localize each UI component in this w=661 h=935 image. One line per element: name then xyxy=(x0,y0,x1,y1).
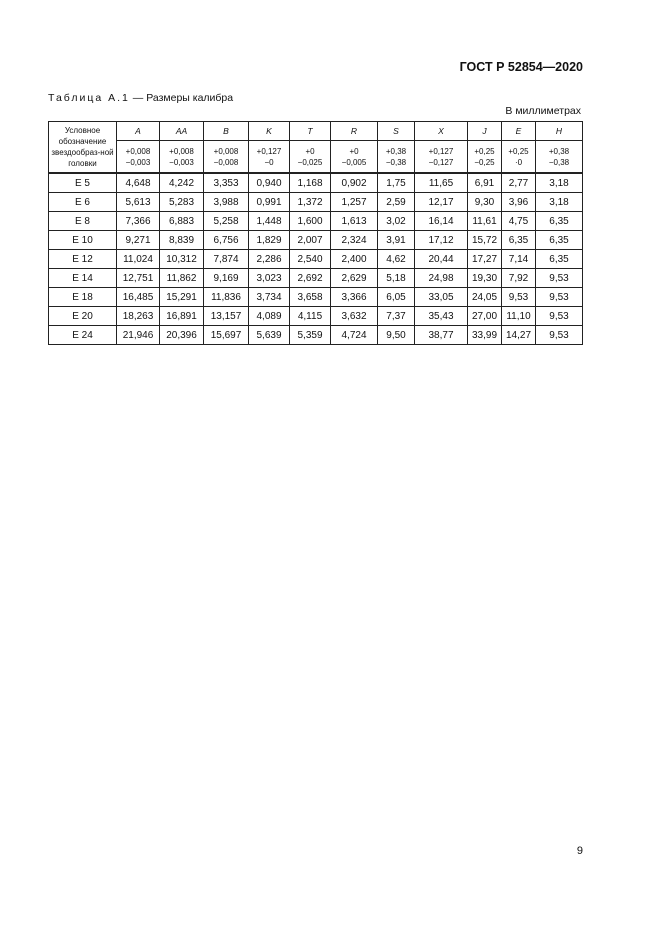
table-cell: 12,17 xyxy=(415,193,468,212)
table-row xyxy=(49,288,583,307)
table-cell: 7,92 xyxy=(502,269,536,288)
table-cell: 6,35 xyxy=(536,250,583,269)
table-row xyxy=(49,250,583,269)
tolerance-upper: +0,38 xyxy=(385,146,407,156)
table-cell: 8,839 xyxy=(160,231,204,250)
table-cell: 6,35 xyxy=(536,231,583,250)
table-cell: 6,35 xyxy=(536,212,583,231)
table-cell: 7,874 xyxy=(204,250,249,269)
table-cell: 1,600 xyxy=(290,212,331,231)
column-header: J xyxy=(468,122,502,141)
column-header: R xyxy=(331,122,378,141)
row-designation: E 8 xyxy=(49,212,117,231)
table-cell: 15,72 xyxy=(468,231,502,250)
table-cell: 5,258 xyxy=(204,212,249,231)
table-row xyxy=(49,193,583,212)
table-cell: 3,734 xyxy=(249,288,290,307)
table-cell: 4,242 xyxy=(160,173,204,193)
table-cell: 3,658 xyxy=(290,288,331,307)
column-header: A xyxy=(117,122,160,141)
table-cell: 9,53 xyxy=(536,326,583,345)
tolerance-lower: −0 xyxy=(264,157,274,167)
table-cell: 3,18 xyxy=(536,173,583,193)
tolerance-lower: −0,38 xyxy=(548,157,570,167)
table-cell: 2,692 xyxy=(290,269,331,288)
table-cell: 20,396 xyxy=(160,326,204,345)
row-designation: E 18 xyxy=(49,288,117,307)
table-cell: 7,14 xyxy=(502,250,536,269)
tolerance-upper: +0,25 xyxy=(474,146,495,156)
tolerance-lower: −0,008 xyxy=(213,157,239,167)
table-cell: 7,37 xyxy=(378,307,415,326)
table-cell: 12,751 xyxy=(117,269,160,288)
table-cell: 3,353 xyxy=(204,173,249,193)
table-cell: 4,648 xyxy=(117,173,160,193)
table-cell: 9,30 xyxy=(468,193,502,212)
table-cell: 15,697 xyxy=(204,326,249,345)
tolerance-upper: +0,008 xyxy=(169,146,194,156)
table-cell: 2,324 xyxy=(331,231,378,250)
table-cell: 4,75 xyxy=(502,212,536,231)
standard-designation: ГОСТ Р 52854—2020 xyxy=(459,60,583,74)
table-cell: 5,359 xyxy=(290,326,331,345)
table-cell: 6,91 xyxy=(468,173,502,193)
table-row xyxy=(49,231,583,250)
table-cell: 2,540 xyxy=(290,250,331,269)
tolerance-upper: +0,127 xyxy=(428,146,454,156)
table-cell: 6,756 xyxy=(204,231,249,250)
table-cell: 2,59 xyxy=(378,193,415,212)
table-cell: 11,024 xyxy=(117,250,160,269)
tolerance-cell xyxy=(536,141,583,174)
table-cell: 0,991 xyxy=(249,193,290,212)
tolerance-lower: −0,005 xyxy=(341,157,367,167)
calibre-dimensions-table xyxy=(48,121,583,345)
table-cell: 6,883 xyxy=(160,212,204,231)
column-header: E xyxy=(502,122,536,141)
table-cell: 33,05 xyxy=(415,288,468,307)
table-cell: 2,77 xyxy=(502,173,536,193)
tolerance-lower: −0,25 xyxy=(474,157,495,167)
table-cell: 17,12 xyxy=(415,231,468,250)
column-header: AA xyxy=(160,122,204,141)
table-row xyxy=(49,269,583,288)
table-body xyxy=(49,173,583,345)
tolerance-cell xyxy=(331,141,378,174)
page-number: 9 xyxy=(576,845,583,857)
table-cell: 35,43 xyxy=(415,307,468,326)
tolerance-upper: +0 xyxy=(349,146,359,156)
table-cell: 27,00 xyxy=(468,307,502,326)
tolerance-cell xyxy=(290,141,331,174)
table-cell: 3,023 xyxy=(249,269,290,288)
tolerance-lower: ·0 xyxy=(514,157,523,167)
tolerance-lower: −0,38 xyxy=(385,157,407,167)
tolerance-cell xyxy=(204,141,249,174)
units-note: В миллиметрах xyxy=(505,105,581,117)
table-cell: 11,61 xyxy=(468,212,502,231)
row-designation: E 24 xyxy=(49,326,117,345)
table-cell: 1,257 xyxy=(331,193,378,212)
table-cell: 9,53 xyxy=(536,288,583,307)
row-designation: E 6 xyxy=(49,193,117,212)
table-row xyxy=(49,307,583,326)
table-cell: 7,366 xyxy=(117,212,160,231)
row-designation: E 14 xyxy=(49,269,117,288)
row-designation: E 12 xyxy=(49,250,117,269)
table-cell: 9,169 xyxy=(204,269,249,288)
tolerance-upper: +0,008 xyxy=(213,146,239,156)
row-designation: E 10 xyxy=(49,231,117,250)
table-cell: 16,891 xyxy=(160,307,204,326)
tolerance-lower: −0,127 xyxy=(428,157,454,167)
table-row xyxy=(49,212,583,231)
table-cell: 1,168 xyxy=(290,173,331,193)
table-cell: 9,271 xyxy=(117,231,160,250)
table-cell: 2,286 xyxy=(249,250,290,269)
table-cell: 11,65 xyxy=(415,173,468,193)
table-cell: 4,089 xyxy=(249,307,290,326)
tolerance-lower: −0,003 xyxy=(125,157,151,167)
tolerance-cell xyxy=(378,141,415,174)
table-cell: 9,53 xyxy=(536,269,583,288)
column-header: X xyxy=(415,122,468,141)
tolerance-cell xyxy=(415,141,468,174)
table-cell: 21,946 xyxy=(117,326,160,345)
tolerance-lower: −0,003 xyxy=(169,157,194,167)
table-cell: 5,613 xyxy=(117,193,160,212)
table-cell: 5,18 xyxy=(378,269,415,288)
table-cell: 5,283 xyxy=(160,193,204,212)
table-cell: 16,14 xyxy=(415,212,468,231)
table-cell: 1,448 xyxy=(249,212,290,231)
tolerance-upper: +0 xyxy=(305,146,315,156)
table-cell: 17,27 xyxy=(468,250,502,269)
designation-header: Условное обозначение звездообраз-ной головки xyxy=(49,122,117,174)
tolerance-upper: +0,25 xyxy=(508,146,529,156)
table-cell: 11,836 xyxy=(204,288,249,307)
table-cell: 19,30 xyxy=(468,269,502,288)
tolerance-cell xyxy=(117,141,160,174)
table-cell: 11,862 xyxy=(160,269,204,288)
table-caption-label: Таблица А.1 xyxy=(48,92,130,104)
table-cell: 18,263 xyxy=(117,307,160,326)
tolerance-lower: −0,025 xyxy=(297,157,323,167)
table-cell: 3,988 xyxy=(204,193,249,212)
table-cell: 4,115 xyxy=(290,307,331,326)
table-cell: 9,50 xyxy=(378,326,415,345)
table-cell: 15,291 xyxy=(160,288,204,307)
table-cell: 5,639 xyxy=(249,326,290,345)
table-cell: 1,613 xyxy=(331,212,378,231)
table-cell: 2,629 xyxy=(331,269,378,288)
table-cell: 3,96 xyxy=(502,193,536,212)
table-cell: 3,18 xyxy=(536,193,583,212)
table-cell: 1,372 xyxy=(290,193,331,212)
table-cell: 1,829 xyxy=(249,231,290,250)
table-cell: 20,44 xyxy=(415,250,468,269)
tolerance-cell xyxy=(249,141,290,174)
tolerance-upper: +0,127 xyxy=(256,146,282,156)
row-designation: E 5 xyxy=(49,173,117,193)
table-cell: 24,05 xyxy=(468,288,502,307)
table-cell: 0,940 xyxy=(249,173,290,193)
column-header: B xyxy=(204,122,249,141)
table-cell: 3,632 xyxy=(331,307,378,326)
tolerance-cell xyxy=(468,141,502,174)
tolerance-upper: +0,38 xyxy=(548,146,570,156)
column-header: S xyxy=(378,122,415,141)
table-cell: 3,91 xyxy=(378,231,415,250)
table-cell: 9,53 xyxy=(536,307,583,326)
column-header: H xyxy=(536,122,583,141)
tolerance-upper: +0,008 xyxy=(125,146,151,156)
row-designation: E 20 xyxy=(49,307,117,326)
column-header: T xyxy=(290,122,331,141)
table-cell: 2,400 xyxy=(331,250,378,269)
column-header: K xyxy=(249,122,290,141)
table-cell: 24,98 xyxy=(415,269,468,288)
column-name-row xyxy=(49,122,583,141)
table-caption xyxy=(48,92,233,104)
table-cell: 2,007 xyxy=(290,231,331,250)
table-cell: 38,77 xyxy=(415,326,468,345)
table-cell: 9,53 xyxy=(502,288,536,307)
tolerance-cell xyxy=(502,141,536,174)
table-row xyxy=(49,326,583,345)
table-cell: 3,366 xyxy=(331,288,378,307)
table-cell: 11,10 xyxy=(502,307,536,326)
table-cell: 6,05 xyxy=(378,288,415,307)
table-cell: 10,312 xyxy=(160,250,204,269)
table-cell: 16,485 xyxy=(117,288,160,307)
table-cell: 13,157 xyxy=(204,307,249,326)
table-cell: 4,62 xyxy=(378,250,415,269)
table-cell: 14,27 xyxy=(502,326,536,345)
table-cell: 6,35 xyxy=(502,231,536,250)
table-caption-title: — Размеры калибра xyxy=(129,92,234,104)
table-cell: 4,724 xyxy=(331,326,378,345)
table-row xyxy=(49,173,583,193)
table-cell: 3,02 xyxy=(378,212,415,231)
tolerance-row xyxy=(49,141,583,174)
table-cell: 33,99 xyxy=(468,326,502,345)
table-cell: 1,75 xyxy=(378,173,415,193)
tolerance-cell xyxy=(160,141,204,174)
table-cell: 0,902 xyxy=(331,173,378,193)
